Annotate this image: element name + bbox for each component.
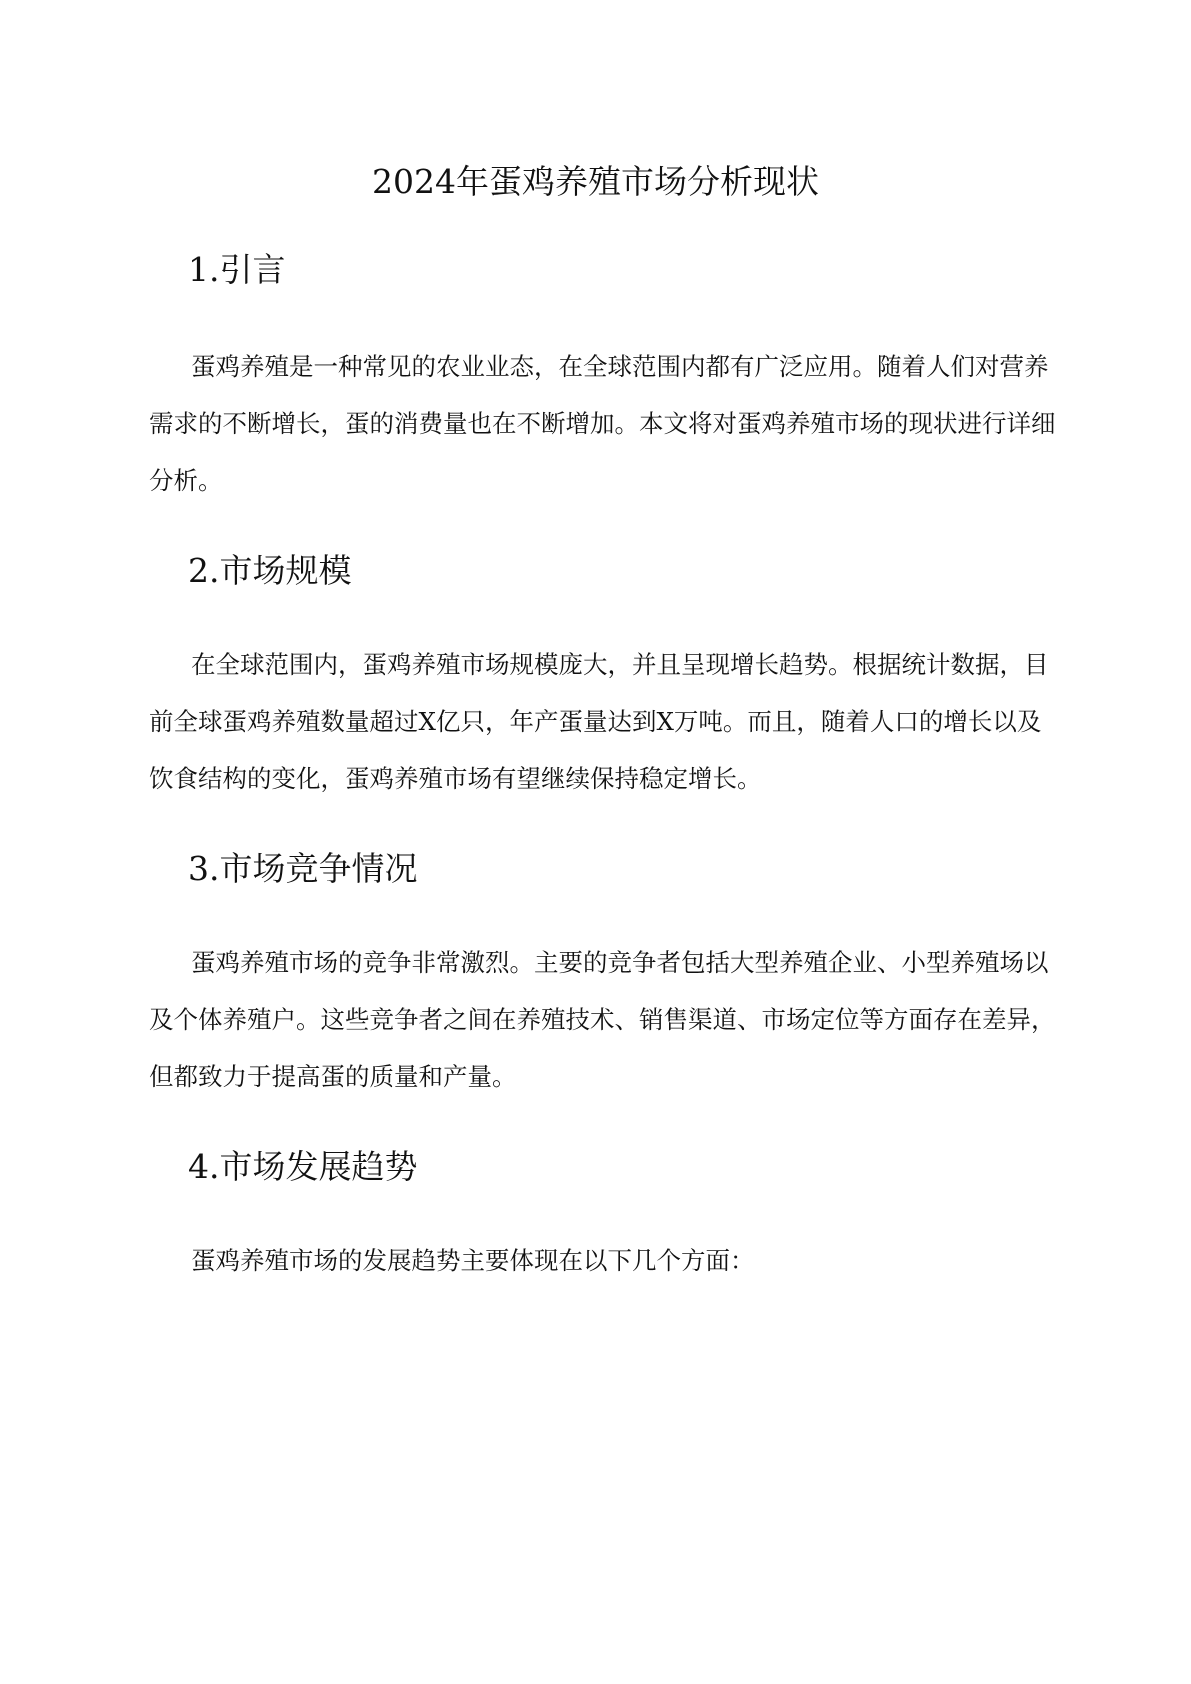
paragraph-line: 蛋鸡养殖市场的竞争非常激烈。主要的竞争者包括大型养殖企业、小型养殖场以 xyxy=(191,948,1049,977)
paragraph-line: 需求的不断增长，蛋的消费量也在不断增加。本文将对蛋鸡养殖市场的现状进行详细 xyxy=(149,409,1056,438)
paragraph-line: 蛋鸡养殖市场的发展趋势主要体现在以下几个方面： xyxy=(191,1246,755,1275)
paragraph-line: 饮食结构的变化，蛋鸡养殖市场有望继续保持稳定增长。 xyxy=(149,764,762,793)
paragraph-line: 但都致力于提高蛋的质量和产量。 xyxy=(149,1062,517,1091)
section-heading-introduction: 1.引言 xyxy=(188,250,286,289)
paragraph-line: 蛋鸡养殖是一种常见的农业业态，在全球范围内都有广泛应用。随着人们对营养 xyxy=(191,352,1049,381)
section-heading-competition: 3.市场竞争情况 xyxy=(188,849,418,888)
section-paragraph-market-size xyxy=(149,636,1049,807)
section-paragraph-competition xyxy=(149,934,1056,1105)
paragraph-line: 前全球蛋鸡养殖数量超过X亿只，年产蛋量达到X万吨。而且，随着人口的增长以及 xyxy=(149,707,1042,736)
document-title: 2024年蛋鸡养殖市场分析现状 xyxy=(372,162,819,201)
section-paragraph-development-trends xyxy=(149,1232,1049,1289)
section-heading-development-trends: 4.市场发展趋势 xyxy=(188,1147,418,1186)
paragraph-line: 分析。 xyxy=(149,466,223,495)
paragraph-line: 及个体养殖户。这些竞争者之间在养殖技术、销售渠道、市场定位等方面存在差异， xyxy=(149,1005,1056,1034)
section-paragraph-introduction xyxy=(149,338,1056,509)
section-heading-market-size: 2.市场规模 xyxy=(188,551,352,590)
paragraph-line: 在全球范围内，蛋鸡养殖市场规模庞大，并且呈现增长趋势。根据统计数据，目 xyxy=(191,650,1049,679)
